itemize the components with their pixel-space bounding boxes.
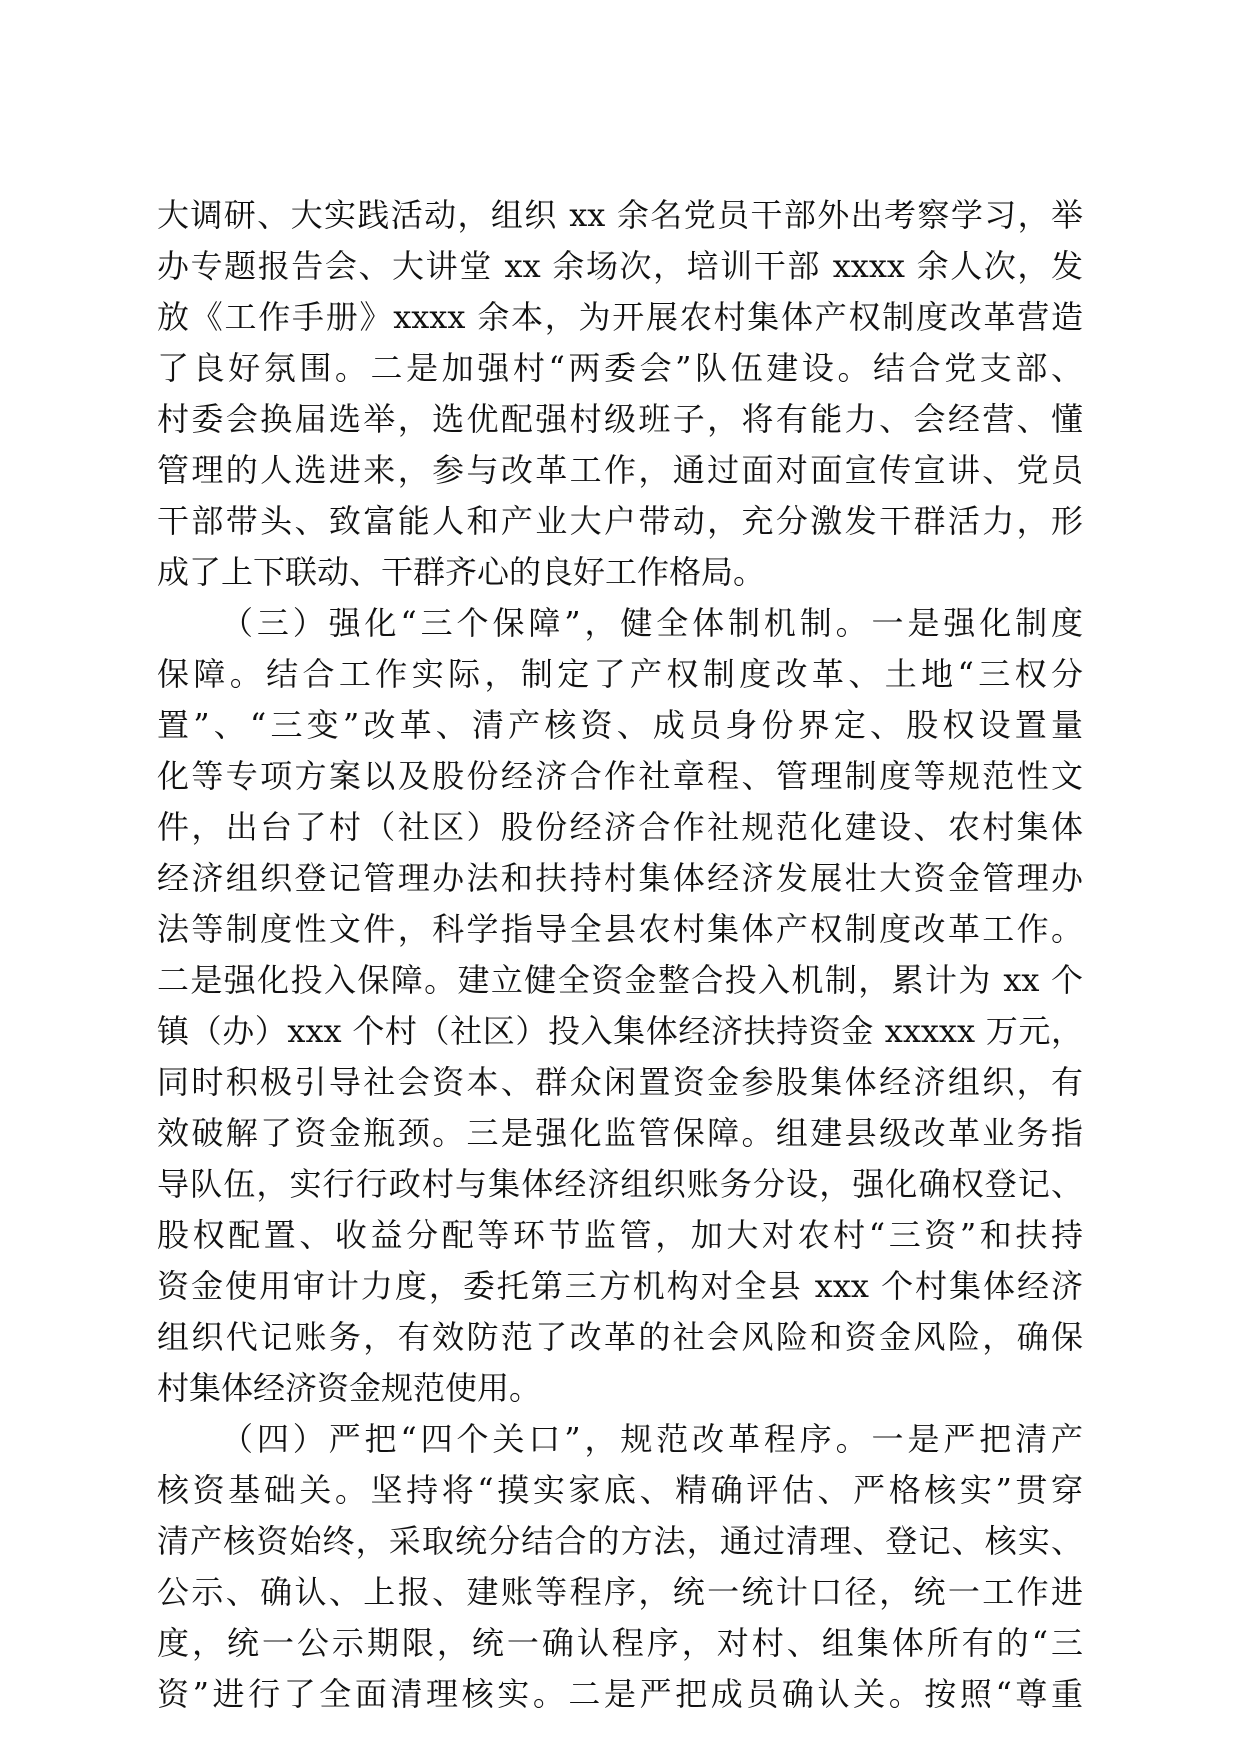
text-line: 核资基础关。坚持将“摸实家底、精确评估、严格核实”贯穿 [157,1471,1083,1509]
text-line: 成了上下联动、干群齐心的良好工作格局。 [157,553,766,591]
text-line: 办专题报告会、大讲堂 xx 余场次，培训干部 xxxx 余人次，发 [157,247,1083,285]
text-line: 保障。结合工作实际，制定了产权制度改革、土地“三权分 [157,655,1083,693]
paragraph-heading-line: （四）严把“四个关口”，规范改革程序。一是严把清产 [221,1420,1083,1458]
paragraph-heading-line: （三）强化“三个保障”，健全体制机制。一是强化制度 [221,604,1083,642]
text-line: 镇（办）xxx 个村（社区）投入集体经济扶持资金 xxxxx 万元， [157,1012,1083,1050]
text-line: 干部带头、致富能人和产业大户带动，充分激发干群活力，形 [157,502,1083,540]
text-line: 了良好氛围。二是加强村“两委会”队伍建设。结合党支部、 [157,349,1083,387]
text-line: 二是强化投入保障。建立健全资金整合投入机制，累计为 xx 个 [157,961,1083,999]
text-line: 件，出台了村（社区）股份经济合作社规范化建设、农村集体 [157,808,1083,846]
text-line: 经济组织登记管理办法和扶持村集体经济发展壮大资金管理办 [157,859,1083,897]
text-line: 效破解了资金瓶颈。三是强化监管保障。组建县级改革业务指 [157,1114,1083,1152]
text-line: 组织代记账务，有效防范了改革的社会风险和资金风险，确保 [157,1318,1083,1356]
text-line: 置”、“三变”改革、清产核资、成员身份界定、股权设置量 [157,706,1083,744]
text-line: 导队伍，实行行政村与集体经济组织账务分设，强化确权登记、 [157,1165,1083,1203]
text-line: 大调研、大实践活动，组织 xx 余名党员干部外出考察学习，举 [157,196,1083,234]
text-line: 村委会换届选举，选优配强村级班子，将有能力、会经营、懂 [157,400,1083,438]
text-line: 清产核资始终，采取统分结合的方法，通过清理、登记、核实、 [157,1522,1083,1560]
text-line: 资”进行了全面清理核实。二是严把成员确认关。按照“尊重 [157,1675,1083,1713]
text-line: 管理的人选进来，参与改革工作，通过面对面宣传宣讲、党员 [157,451,1083,489]
text-line: 法等制度性文件，科学指导全县农村集体产权制度改革工作。 [157,910,1083,948]
text-line: 股权配置、收益分配等环节监管，加大对农村“三资”和扶持 [157,1216,1083,1254]
text-line: 放《工作手册》xxxx 余本，为开展农村集体产权制度改革营造 [157,298,1083,336]
text-line: 村集体经济资金规范使用。 [157,1369,542,1407]
text-line: 同时积极引导社会资本、群众闲置资金参股集体经济组织，有 [157,1063,1083,1101]
body-text [157,190,1083,1720]
text-line: 化等专项方案以及股份经济合作社章程、管理制度等规范性文 [157,757,1083,795]
text-line: 公示、确认、上报、建账等程序，统一统计口径，统一工作进 [157,1573,1083,1611]
text-line: 度，统一公示期限，统一确认程序，对村、组集体所有的“三 [157,1624,1083,1662]
text-line: 资金使用审计力度，委托第三方机构对全县 xxx 个村集体经济 [157,1267,1083,1305]
